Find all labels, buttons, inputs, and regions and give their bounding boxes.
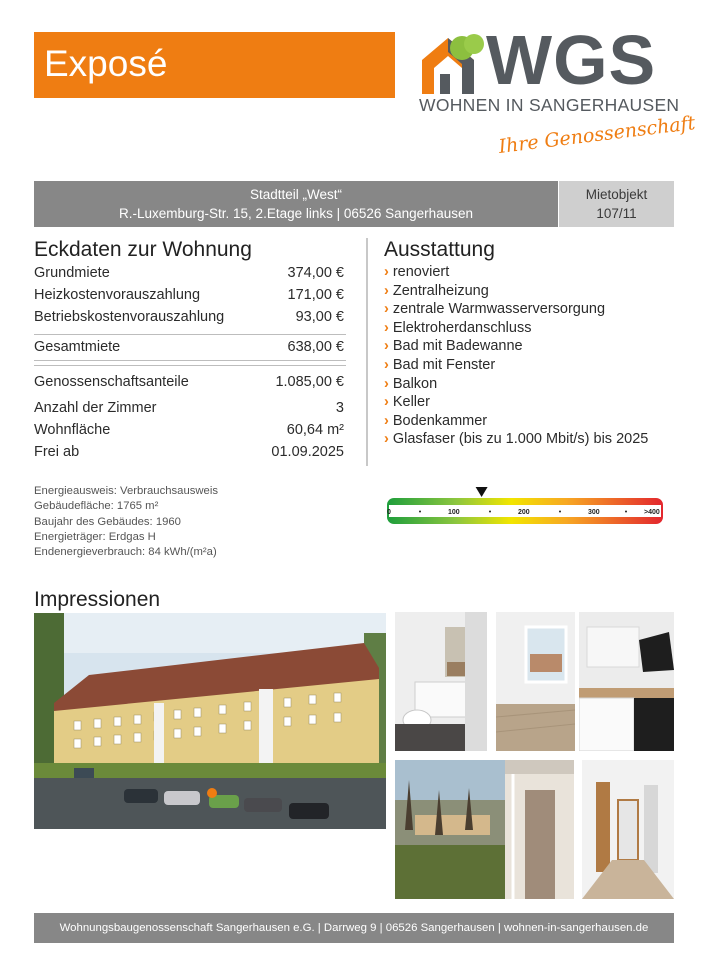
list-item: › Elektroherdanschluss xyxy=(384,319,532,336)
photo-room-window xyxy=(496,612,575,751)
ausstattung-title: Ausstattung xyxy=(384,238,495,261)
fact-row-grundmiete xyxy=(34,265,344,287)
fact-label: Gesamtmiete xyxy=(34,339,121,355)
chevron-right-icon: › xyxy=(384,394,389,411)
chevron-right-icon: › xyxy=(384,301,389,318)
scale-tick-label: >400 xyxy=(644,509,660,516)
address-text: R.-Luxemburg-Str. 15, 2.Etage links | 06526 Sangerhausen xyxy=(119,206,473,221)
energy-line: Energieträger: Erdgas H xyxy=(34,530,156,543)
photo-kitchen xyxy=(579,612,674,751)
chevron-right-icon: › xyxy=(384,412,389,429)
scale-dot xyxy=(559,511,561,513)
scale-tick-label: 0 xyxy=(387,509,391,516)
energy-line: Gebäudefläche: 1765 m² xyxy=(34,500,159,513)
energy-info xyxy=(34,484,218,560)
energy-line: Energieausweis: Verbrauchsausweis xyxy=(34,485,218,497)
object-number-box xyxy=(559,181,674,227)
divider xyxy=(34,365,346,366)
scale-dot xyxy=(489,511,491,513)
fact-value: 638,00 € xyxy=(287,339,344,355)
scale-tick-label: 100 xyxy=(448,509,460,516)
fact-row-gesamtmiete xyxy=(34,339,344,361)
house-logo-icon xyxy=(418,34,490,96)
fact-value: 171,00 € xyxy=(287,287,344,303)
fact-label: Heizkostenvorauszahlung xyxy=(34,287,201,303)
list-item: › Keller xyxy=(384,394,430,411)
wgs-logo xyxy=(416,21,697,163)
list-item: › Bad mit Fenster xyxy=(384,356,496,373)
fact-label: Genossenschaftsanteile xyxy=(34,374,189,390)
object-number: 107/11 xyxy=(596,206,637,221)
chevron-right-icon: › xyxy=(384,282,389,299)
list-item: › Zentralheizung xyxy=(384,282,489,299)
ausstattung-list xyxy=(384,264,684,450)
column-divider xyxy=(366,238,368,466)
impressionen-title: Impressionen xyxy=(34,588,161,611)
divider xyxy=(34,334,346,335)
divider xyxy=(34,360,346,361)
logo-wordmark: WGS xyxy=(486,21,657,99)
chevron-right-icon: › xyxy=(384,264,389,280)
logo-subtitle: WOHNEN IN SANGERHAUSEN xyxy=(419,95,680,115)
energy-marker xyxy=(476,487,488,497)
list-item: › Bodenkammer xyxy=(384,412,488,429)
fact-value: 60,64 m² xyxy=(286,422,344,438)
list-item: › renoviert xyxy=(384,264,450,280)
fact-row-zimmer xyxy=(34,400,344,422)
expose-banner xyxy=(34,32,395,98)
fact-label: Anzahl der Zimmer xyxy=(34,400,157,416)
fact-label: Frei ab xyxy=(34,444,80,460)
fact-value: 93,00 € xyxy=(295,309,344,325)
list-item: › Bad mit Badewanne xyxy=(384,338,523,355)
fact-row-genossenschaftsanteile xyxy=(34,374,344,396)
energy-scale xyxy=(386,486,664,526)
photo-bathroom xyxy=(395,612,487,751)
chevron-right-icon: › xyxy=(384,319,389,336)
fact-label: Betriebskostenvorauszahlung xyxy=(34,309,225,325)
list-item: › Balkon xyxy=(384,375,438,392)
fact-label: Grundmiete xyxy=(34,265,110,281)
photo-balcony-view xyxy=(395,760,574,899)
fact-row-heizkosten xyxy=(34,287,344,309)
scale-dot xyxy=(625,511,627,513)
footer-bar: Wohnungsbaugenossenschaft Sangerhausen e.G. | Darrweg 9 | 06526 Sangerhausen | wohnen-in-sangerhausen.de xyxy=(34,913,674,943)
energy-line: Baujahr des Gebäudes: 1960 xyxy=(34,515,181,528)
scale-dot xyxy=(419,511,421,513)
address-bar xyxy=(34,181,558,227)
fact-row-wohnflaeche xyxy=(34,422,344,444)
chevron-right-icon: › xyxy=(384,338,389,355)
logo-tagline: Ihre Genossenschaft xyxy=(497,112,697,158)
chevron-right-icon: › xyxy=(384,375,389,392)
fact-value: 3 xyxy=(335,400,344,416)
photo-hallway xyxy=(582,760,674,899)
fact-label: Wohnfläche xyxy=(34,422,111,438)
list-item: › Glasfaser (bis zu 1.000 Mbit/s) bis 2025 xyxy=(384,431,649,448)
chevron-right-icon: › xyxy=(384,431,389,448)
fact-value: 01.09.2025 xyxy=(271,444,344,460)
eckdaten-title: Eckdaten zur Wohnung xyxy=(34,238,252,261)
energy-line: Endenergieverbrauch: 84 kWh/(m²a) xyxy=(34,546,217,559)
fact-row-frei-ab xyxy=(34,444,344,466)
chevron-right-icon: › xyxy=(384,356,389,373)
scale-tick-label: 200 xyxy=(518,509,530,516)
fact-row-betriebskosten xyxy=(34,309,344,331)
scale-tick-label: 300 xyxy=(588,509,600,516)
object-label: Mietobjekt xyxy=(585,187,648,202)
photo-building-exterior xyxy=(34,613,386,829)
expose-title: Exposé xyxy=(44,43,168,84)
fact-value: 374,00 € xyxy=(287,265,344,281)
district-text: Stadtteil „West“ xyxy=(249,187,343,202)
fact-value: 1.085,00 € xyxy=(275,374,344,390)
list-item: › zentrale Warmwasserversorgung xyxy=(384,301,606,318)
